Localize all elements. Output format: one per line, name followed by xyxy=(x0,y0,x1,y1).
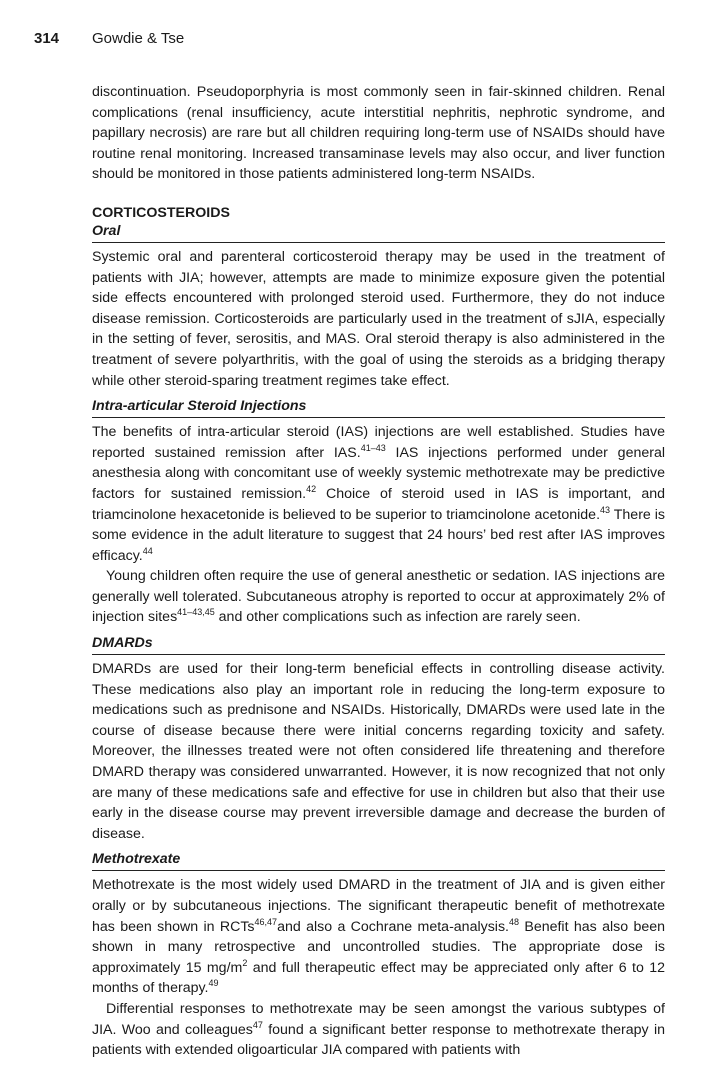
oral-paragraph: Systemic oral and parenteral corticosteroid therapy may be used in the treatment of patients with JIA; however, attempts are made to minimize exposure given the potential side effects encountered with prolonged steroid used. Furthermore, they do not induce disease remission. Corticosteroids are particularly used in the treatment of sJIA, especially in the setting of fever, serositis, and MAS. Oral steroid therapy is also administered in the treatment of severe polyarthritis, with the goal of using the steroids as a bridging therapy while other steroid-sparing treatment regimes take effect. xyxy=(92,248,665,389)
subheading-methotrexate: Methotrexate xyxy=(92,850,665,871)
article-body xyxy=(92,82,665,1061)
citation-ref: 47 xyxy=(252,1019,263,1030)
page-number: 314 xyxy=(34,30,60,47)
subheading-ias: Intra-articular Steroid Injections xyxy=(92,397,665,418)
mtx-text: Methotrexate is the most widely used DMARD in the treatment of JIA and is given either orally or by subcutaneous injections. The significant therapeutic benefit of methotrexate has been shown in RCTs xyxy=(92,877,665,935)
intro-paragraph: discontinuation. Pseudoporphyria is most commonly seen in fair-skinned children. Renal complications (renal insufficiency, acute interstitial nephritis, nephrotic syndrome, and papillary necrosis) are rare but all children requiring long-term use of NSAIDs should have routine renal monitoring. Increased transaminase levels may also occur, and liver function should be monitored in those patients administered long-term NSAIDs. xyxy=(92,84,665,183)
methotrexate-paragraph-1 xyxy=(92,875,665,999)
citation-ref: 44 xyxy=(142,545,153,556)
citation-ref: 49 xyxy=(208,978,219,989)
mtx-text: Differential responses to methotrexate may be seen amongst the various subtypes of JIA. Woo and colleagues xyxy=(92,1000,665,1038)
ias-paragraph-2 xyxy=(92,566,665,628)
mtx-text: and full therapeutic effect may be appreciated only after 6 to 12 months of therapy. xyxy=(92,959,665,997)
ias-text: The benefits of intra-articular steroid (IAS) injections are well established. Studies have reported sustained remission after IAS. xyxy=(92,424,665,461)
mtx-text: and also a Cochrane meta-analysis. xyxy=(277,918,509,935)
subheading-dmards: DMARDs xyxy=(92,634,665,655)
citation-ref: 41–43 xyxy=(360,442,386,453)
citation-ref: 41–43,45 xyxy=(177,607,215,618)
citation-ref: 48 xyxy=(509,916,520,927)
running-head: Gowdie & Tse xyxy=(92,30,185,47)
ias-text: IAS injections performed under general anesthesia along with concomitant use of weekly systemic methotrexate may be predictive factors for sustained remission. xyxy=(92,444,666,502)
ias-text: and other complications such as infection are rarely seen. xyxy=(214,609,581,626)
mtx-text: Benefit has also been shown in many retrospective and uncontrolled studies. The appropriate dose is approximately 15 mg/m xyxy=(92,918,666,976)
citation-ref: 46,47 xyxy=(254,916,278,927)
ias-text: There is some evidence in the adult literature to suggest that 24 hours’ bed rest after IAS improves efficacy. xyxy=(92,506,666,564)
page-header xyxy=(34,30,185,47)
citation-ref: 43 xyxy=(600,504,611,515)
ias-text: Choice of steroid used in IAS is important, and triamcinolone hexacetonide is believed to be superior to triamcinolone acetonide. xyxy=(92,485,666,523)
ias-paragraph-1 xyxy=(92,422,665,566)
dmards-paragraph: DMARDs are used for their long-term beneficial effects in controlling disease activity. These medications also play an important role in reducing the long-term exposure to medications such as prednisone and NSAIDs. Historically, DMARDs were used late in the course of disease because there were initial concerns regarding toxicity and safety. Moreover, the illnesses treated were not often considered life threatening and therefore DMARD therapy was considered unwarranted. However, it is now recognized that not only are many of these medications safe and effective for use in children but also that their use early in the disease course may prevent irreversible damage and decrease the burden of disease. xyxy=(92,661,665,842)
citation-ref: 42 xyxy=(306,483,317,494)
ias-text: Young children often require the use of general anesthetic or sedation. IAS injections are generally well tolerated. Subcutaneous atrophy is reported to occur at approximately 2% of injection sites xyxy=(92,568,665,626)
superscript-exponent: 2 xyxy=(242,957,248,968)
subheading-oral: Oral xyxy=(92,222,665,243)
methotrexate-paragraph-2 xyxy=(92,999,665,1061)
section-title-corticosteroids: CORTICOSTEROIDS xyxy=(92,204,230,221)
mtx-text: found a significant better response to methotrexate therapy in patients with extended oligoarticular JIA compared with patients with xyxy=(92,1021,665,1059)
